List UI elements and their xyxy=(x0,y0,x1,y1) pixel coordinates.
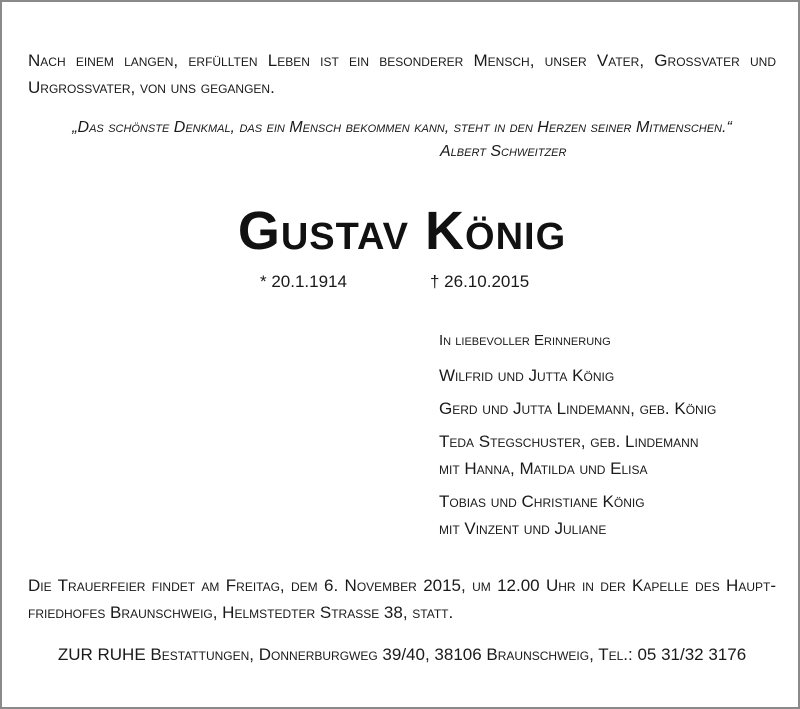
mourner-group xyxy=(439,488,789,542)
mourners-lead: In liebevoller Erinnerung xyxy=(439,332,611,349)
mourner-line: Tobias und Christiane König xyxy=(439,492,645,511)
mourner-line: mit Hanna, Matilda und Elisa xyxy=(439,459,648,478)
deceased-name: Gustav König xyxy=(237,201,567,261)
death-date: † 26.10.2015 xyxy=(430,272,530,291)
undertaker-details: Bestattungen, Donnerburgweg 39/40, 38106 Braunschweig, Tel.: 05 31/32 3176 xyxy=(150,645,747,664)
quote-text: „Das schönste Denkmal, das ein Mensch bekommen kann, steht in den Herzen seiner Mitmenschen.“ xyxy=(72,119,732,136)
undertaker-brand: ZUR RUHE xyxy=(57,645,146,664)
intro-text: Nach einem langen, erfüllten Leben ist ein besonderer Mensch, unser Vater, Grossvater und Urgrossvater, von uns gegangen. xyxy=(28,51,776,97)
funeral-info: Die Trauerfeier findet am Freitag, dem 6. November 2015, um 12.00 Uhr in der Kapelle des Haupt-friedhofes Braunschweig, Helmstedter Strasse 38, statt. xyxy=(28,576,776,622)
mourners-list xyxy=(439,330,789,548)
birth-date: * 20.1.1914 xyxy=(260,272,347,291)
mourner-group xyxy=(439,362,789,389)
mourner-group xyxy=(439,395,789,422)
mourner-group xyxy=(439,428,789,482)
mourner-line: Gerd und Jutta Lindemann, geb. König xyxy=(439,399,717,418)
undertaker-info xyxy=(2,643,800,667)
mourner-line: mit Vinzent und Juliane xyxy=(439,519,607,538)
mourner-line: Wilfrid und Jutta König xyxy=(439,366,615,385)
mourner-line: Teda Stegschuster, geb. Lindemann xyxy=(439,432,699,451)
quote-author: Albert Schweitzer xyxy=(440,143,567,160)
